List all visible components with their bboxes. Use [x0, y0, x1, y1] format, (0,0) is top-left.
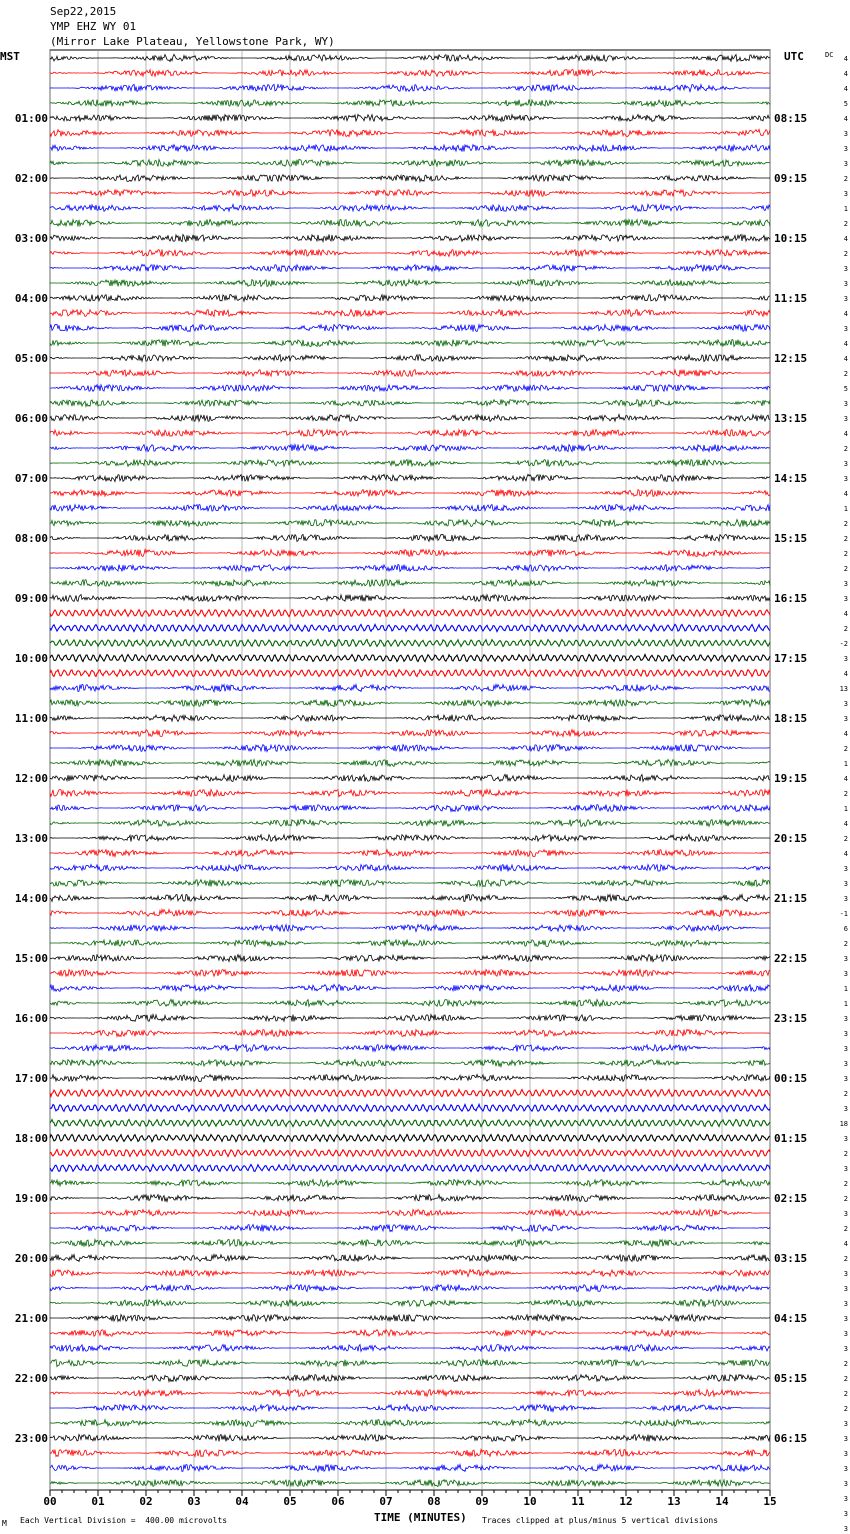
dc-offset-label: 3	[843, 1450, 848, 1458]
seismic-trace	[50, 579, 770, 586]
dc-offset-label: 2	[843, 1390, 848, 1398]
clip-note: Traces clipped at plus/minus 5 vertical divisions	[482, 1516, 719, 1525]
right-hour-label: 19:15	[774, 772, 808, 785]
dc-offset-label: 3	[843, 190, 848, 198]
right-hour-label: 10:15	[774, 232, 808, 245]
left-hour-label: 02:00	[14, 172, 48, 185]
x-tick-label: 02	[139, 1495, 153, 1508]
dc-offset-label: -2	[839, 640, 848, 648]
seismic-trace	[50, 1195, 770, 1202]
seismic-trace	[50, 550, 770, 557]
dc-offset-label: 3	[843, 1270, 848, 1278]
seismic-trace	[50, 685, 770, 692]
dc-offset-label: 3	[843, 160, 848, 168]
dc-offset-label: 3	[843, 1030, 848, 1038]
seismic-trace	[50, 850, 770, 857]
right-hour-label: 18:15	[774, 712, 808, 725]
station-code: YMP EHZ WY 01	[50, 20, 137, 33]
right-hour-label: 20:15	[774, 832, 808, 845]
seismic-trace	[50, 1465, 770, 1472]
dc-offset-label: 5	[843, 385, 848, 393]
seismic-trace	[50, 1045, 770, 1052]
dc-offset-label: 3	[843, 1495, 848, 1503]
seismic-trace	[50, 1420, 770, 1427]
seismic-trace	[50, 100, 770, 107]
right-hour-label: 11:15	[774, 292, 808, 305]
seismic-trace	[50, 295, 770, 302]
left-hour-label: 21:00	[14, 1312, 48, 1325]
right-hour-label: 15:15	[774, 532, 808, 545]
seismic-trace	[50, 910, 770, 917]
seismic-trace	[50, 1075, 770, 1082]
dc-offset-label: 3	[843, 895, 848, 903]
seismic-trace	[50, 145, 770, 152]
seismic-trace	[50, 715, 770, 722]
seismic-trace	[50, 189, 770, 196]
dc-offset-label: 2	[843, 250, 848, 258]
dc-offset-label: 4	[843, 670, 848, 678]
dc-offset-label: 2	[843, 1225, 848, 1233]
dc-offset-label: 3	[843, 1435, 848, 1443]
dc-offset-label: 3	[843, 400, 848, 408]
left-hour-label: 17:00	[14, 1072, 48, 1085]
dc-offset-label: 3	[843, 415, 848, 423]
dc-offset-label: 3	[843, 1105, 848, 1113]
x-tick-label: 15	[763, 1495, 777, 1508]
right-hour-label: 09:15	[774, 172, 808, 185]
left-hour-label: 04:00	[14, 292, 48, 305]
left-hour-label: 03:00	[14, 232, 48, 245]
right-hour-label: 17:15	[774, 652, 808, 665]
seismic-trace	[50, 865, 770, 872]
left-hour-label: 20:00	[14, 1252, 48, 1265]
dc-offset-label: 3	[843, 1315, 848, 1323]
seismic-trace	[50, 159, 770, 166]
seismic-trace	[50, 249, 770, 256]
dc-offset-label: 3	[843, 880, 848, 888]
dc-offset-label: 1	[843, 505, 848, 513]
x-tick-label: 00	[43, 1495, 57, 1508]
seismic-trace	[50, 1209, 770, 1216]
seismic-trace	[50, 1090, 770, 1097]
seismic-trace	[50, 955, 770, 962]
seismic-trace	[50, 1330, 770, 1337]
seismic-traces	[50, 54, 770, 1534]
seismic-trace	[50, 610, 770, 617]
dc-offset-label: 3	[843, 1060, 848, 1068]
seismic-trace	[50, 520, 770, 527]
seismic-trace	[50, 1030, 770, 1037]
right-hour-label: 04:15	[774, 1312, 808, 1325]
dc-offset-label: 1	[843, 760, 848, 768]
right-hour-label: 03:15	[774, 1252, 808, 1265]
x-tick-label: 05	[283, 1495, 297, 1508]
seismic-trace	[50, 1060, 770, 1067]
seismic-trace	[50, 940, 770, 947]
seismic-trace	[50, 835, 770, 842]
seismic-trace	[50, 745, 770, 752]
dc-offset-label: 18	[839, 1120, 848, 1128]
dc-offset-label: 13	[839, 685, 848, 693]
seismic-trace	[50, 999, 770, 1006]
seismic-trace	[50, 1285, 770, 1292]
seismic-trace	[50, 1315, 770, 1322]
dc-offset-label: 4	[843, 85, 848, 93]
dc-offset-label: 4	[843, 730, 848, 738]
dc-offset-label: 3	[843, 1300, 848, 1308]
left-hour-label: 18:00	[14, 1132, 48, 1145]
dc-offset-label: 3	[843, 145, 848, 153]
x-tick-label: 07	[379, 1495, 393, 1508]
dc-offset-label: 3	[843, 1345, 848, 1353]
dc-offset-label: 1	[843, 985, 848, 993]
seismic-trace	[50, 534, 770, 541]
seismic-trace	[50, 1300, 770, 1307]
seismic-trace	[50, 235, 770, 242]
dc-offset-label: 3	[843, 595, 848, 603]
dc-offset-label: 4	[843, 70, 848, 78]
seismic-trace	[50, 264, 770, 271]
seismic-trace	[50, 429, 770, 436]
seismic-trace	[50, 505, 770, 512]
dc-offset-label: 3	[843, 1075, 848, 1083]
dc-offset-label: 2	[843, 220, 848, 228]
dc-offset-label: 4	[843, 850, 848, 858]
x-tick-label: 03	[187, 1495, 201, 1508]
seismic-trace	[50, 760, 770, 767]
left-hour-label: 23:00	[14, 1432, 48, 1445]
left-hour-label: 06:00	[14, 412, 48, 425]
dc-offset-label: 4	[843, 430, 848, 438]
dc-offset-label: 3	[843, 1420, 848, 1428]
left-hour-label: 14:00	[14, 892, 48, 905]
dc-offset-label: 2	[843, 1150, 848, 1158]
x-tick-label: 13	[667, 1495, 681, 1508]
dc-offset-label: 3	[843, 1045, 848, 1053]
dc-offset-label: 3	[843, 1525, 848, 1533]
seismic-trace	[50, 354, 770, 361]
dc-offset-label: 2	[843, 1360, 848, 1368]
seismic-trace	[50, 895, 770, 902]
right-hour-label: 22:15	[774, 952, 808, 965]
seismic-trace	[50, 1135, 770, 1142]
seismic-trace	[50, 370, 770, 377]
seismic-trace	[50, 1015, 770, 1022]
dc-offset-label: 4	[843, 235, 848, 243]
left-hour-label: 01:00	[14, 112, 48, 125]
seismic-trace	[50, 460, 770, 467]
dc-offset-label: 3	[843, 475, 848, 483]
dc-offset-label: 3	[843, 1510, 848, 1518]
seismic-trace	[50, 700, 770, 707]
left-timezone-label: MST	[0, 50, 20, 63]
dc-offset-label: 1	[843, 805, 848, 813]
right-hour-label: 12:15	[774, 352, 808, 365]
dc-offset-label: 4	[843, 310, 848, 318]
dc-offset-label: 1	[843, 205, 848, 213]
seismic-trace	[50, 70, 770, 77]
seismic-trace	[50, 774, 770, 781]
seismic-trace	[50, 385, 770, 392]
seismic-trace	[50, 640, 770, 647]
dc-offset-label: 3	[843, 1165, 848, 1173]
x-tick-label: 06	[331, 1495, 345, 1508]
dc-offset-label: 3	[843, 295, 848, 303]
seismic-trace	[50, 1360, 770, 1367]
dc-offset-label: 2	[843, 1375, 848, 1383]
dc-offset-label: 3	[843, 865, 848, 873]
seismic-trace	[50, 310, 770, 317]
dc-offset-label: 2	[843, 175, 848, 183]
left-hour-label: 15:00	[14, 952, 48, 965]
dc-offset-label: 4	[843, 490, 848, 498]
seismic-trace	[50, 1480, 770, 1487]
seismic-trace	[50, 1104, 770, 1111]
dc-offset-label: 3	[843, 1465, 848, 1473]
left-hour-label: 10:00	[14, 652, 48, 665]
dc-offset-label: 4	[843, 775, 848, 783]
seismic-trace	[50, 1179, 770, 1186]
seismic-trace	[50, 670, 770, 677]
seismic-trace	[50, 565, 770, 572]
station-location: (Mirror Lake Plateau, Yellowstone Park, WY)	[50, 35, 335, 48]
dc-offset-label: 4	[843, 55, 848, 63]
dc-offset-label: 2	[843, 1405, 848, 1413]
seismic-trace	[50, 54, 770, 61]
x-tick-label: 08	[427, 1495, 441, 1508]
seismic-trace	[50, 175, 770, 182]
dc-offset-label: 2	[843, 520, 848, 528]
dc-offset-label: 2	[843, 1090, 848, 1098]
dc-offset-label: 3	[843, 955, 848, 963]
x-tick-label: 09	[475, 1495, 489, 1508]
dc-offset-label: 3	[843, 1285, 848, 1293]
seismic-trace	[50, 1345, 770, 1352]
seismic-trace	[50, 624, 770, 631]
seismic-trace	[50, 1225, 770, 1232]
dc-offset-label: 2	[843, 835, 848, 843]
right-hour-label: 02:15	[774, 1192, 808, 1205]
seismic-trace	[50, 820, 770, 827]
dc-column-label: DC	[825, 51, 834, 59]
x-axis-title: TIME (MINUTES)	[374, 1511, 467, 1524]
seismic-trace	[50, 445, 770, 452]
seismic-trace	[50, 1150, 770, 1157]
dc-offset-label: 2	[843, 940, 848, 948]
dc-offset-label: 2	[843, 625, 848, 633]
right-hour-label: 13:15	[774, 412, 808, 425]
seismic-trace	[50, 880, 770, 887]
seismic-trace	[50, 204, 770, 211]
seismic-trace	[50, 129, 770, 136]
seismic-trace	[50, 595, 770, 602]
left-hour-label: 19:00	[14, 1192, 48, 1205]
dc-offset-label: 4	[843, 340, 848, 348]
right-hour-label: 08:15	[774, 112, 808, 125]
dc-offset-label: 2	[843, 745, 848, 753]
dc-offset-label: 3	[843, 580, 848, 588]
right-hour-label: 01:15	[774, 1132, 808, 1145]
dc-offset-label: 5	[843, 100, 848, 108]
dc-offset-label: 3	[843, 1480, 848, 1488]
right-hour-label: 06:15	[774, 1432, 808, 1445]
seismic-trace	[50, 1120, 770, 1127]
seismic-trace	[50, 790, 770, 797]
seismic-trace	[50, 490, 770, 497]
dc-offset-label: 2	[843, 535, 848, 543]
seismic-trace	[50, 970, 770, 977]
dc-offset-label: 3	[843, 280, 848, 288]
seismic-trace	[50, 1404, 770, 1411]
seismic-trace	[50, 985, 770, 992]
left-hour-label: 16:00	[14, 1012, 48, 1025]
left-hour-label: 07:00	[14, 472, 48, 485]
dc-offset-label: 1	[843, 1000, 848, 1008]
dc-offset-label: 4	[843, 1240, 848, 1248]
seismic-trace	[50, 1240, 770, 1247]
seismic-trace	[50, 415, 770, 422]
seismic-trace	[50, 1164, 770, 1171]
dc-offset-label: 3	[843, 655, 848, 663]
seismic-trace	[50, 1450, 770, 1457]
seismic-trace	[50, 654, 770, 661]
left-hour-label: 09:00	[14, 592, 48, 605]
dc-offset-label: 2	[843, 790, 848, 798]
dc-offset-label: 4	[843, 610, 848, 618]
dc-offset-label: 3	[843, 700, 848, 708]
dc-offset-label: 3	[843, 130, 848, 138]
dc-offset-label: 3	[843, 970, 848, 978]
dc-offset-label: 4	[843, 115, 848, 123]
seismic-trace	[50, 805, 770, 812]
seismic-trace	[50, 1375, 770, 1382]
dc-offset-label: -1	[839, 910, 848, 918]
dc-offset-label: 2	[843, 1180, 848, 1188]
right-hour-label: 23:15	[774, 1012, 808, 1025]
seismic-trace	[50, 1390, 770, 1397]
x-tick-label: 10	[523, 1495, 537, 1508]
left-hour-label: 08:00	[14, 532, 48, 545]
x-tick-label: 12	[619, 1495, 633, 1508]
seismic-trace	[50, 730, 770, 737]
dc-offset-label: 6	[843, 925, 848, 933]
dc-offset-label: 3	[843, 1210, 848, 1218]
right-hour-label: 05:15	[774, 1372, 808, 1385]
right-hour-label: 21:15	[774, 892, 808, 905]
plot-date: Sep22,2015	[50, 5, 117, 18]
right-timezone-label: UTC	[784, 50, 804, 63]
right-hour-label: 14:15	[774, 472, 808, 485]
scale-note: Each Vertical Division = 400.00 microvolts	[20, 1516, 228, 1525]
seismic-trace	[50, 1434, 770, 1441]
left-hour-label: 11:00	[14, 712, 48, 725]
seismic-trace	[50, 340, 770, 347]
seismic-trace	[50, 324, 770, 331]
dc-offset-label: 3	[843, 1135, 848, 1143]
dc-offset-label: 3	[843, 1015, 848, 1023]
x-tick-label: 01	[91, 1495, 105, 1508]
seismic-trace	[50, 1255, 770, 1262]
left-hour-label: 05:00	[14, 352, 48, 365]
dc-offset-label: 2	[843, 1195, 848, 1203]
left-hour-label: 13:00	[14, 832, 48, 845]
seismic-trace	[50, 84, 770, 91]
seismic-trace	[50, 115, 770, 122]
x-tick-label: 11	[571, 1495, 585, 1508]
dc-offset-label: 4	[843, 355, 848, 363]
dc-offset-label: 3	[843, 325, 848, 333]
right-hour-label: 16:15	[774, 592, 808, 605]
x-tick-label: 14	[715, 1495, 729, 1508]
dc-offset-label: 4	[843, 820, 848, 828]
dc-offset-label: 3	[843, 715, 848, 723]
left-hour-label: 22:00	[14, 1372, 48, 1385]
dc-offset-label: 2	[843, 445, 848, 453]
seismic-trace	[50, 474, 770, 481]
chart-labels	[0, 50, 848, 1534]
dc-offset-label: 3	[843, 1330, 848, 1338]
seismic-trace	[50, 1270, 770, 1277]
seismic-trace	[50, 280, 770, 287]
right-hour-label: 00:15	[774, 1072, 808, 1085]
dc-offset-label: 2	[843, 1255, 848, 1263]
seismic-trace	[50, 219, 770, 226]
dc-offset-label: 3	[843, 265, 848, 273]
corner-mark: M	[2, 1519, 7, 1528]
dc-offset-label: 3	[843, 460, 848, 468]
seismic-trace	[50, 925, 770, 932]
left-hour-label: 12:00	[14, 772, 48, 785]
seismic-trace	[50, 399, 770, 406]
dc-offset-label: 2	[843, 370, 848, 378]
x-tick-label: 04	[235, 1495, 249, 1508]
dc-offset-label: 2	[843, 550, 848, 558]
dc-offset-label: 2	[843, 565, 848, 573]
